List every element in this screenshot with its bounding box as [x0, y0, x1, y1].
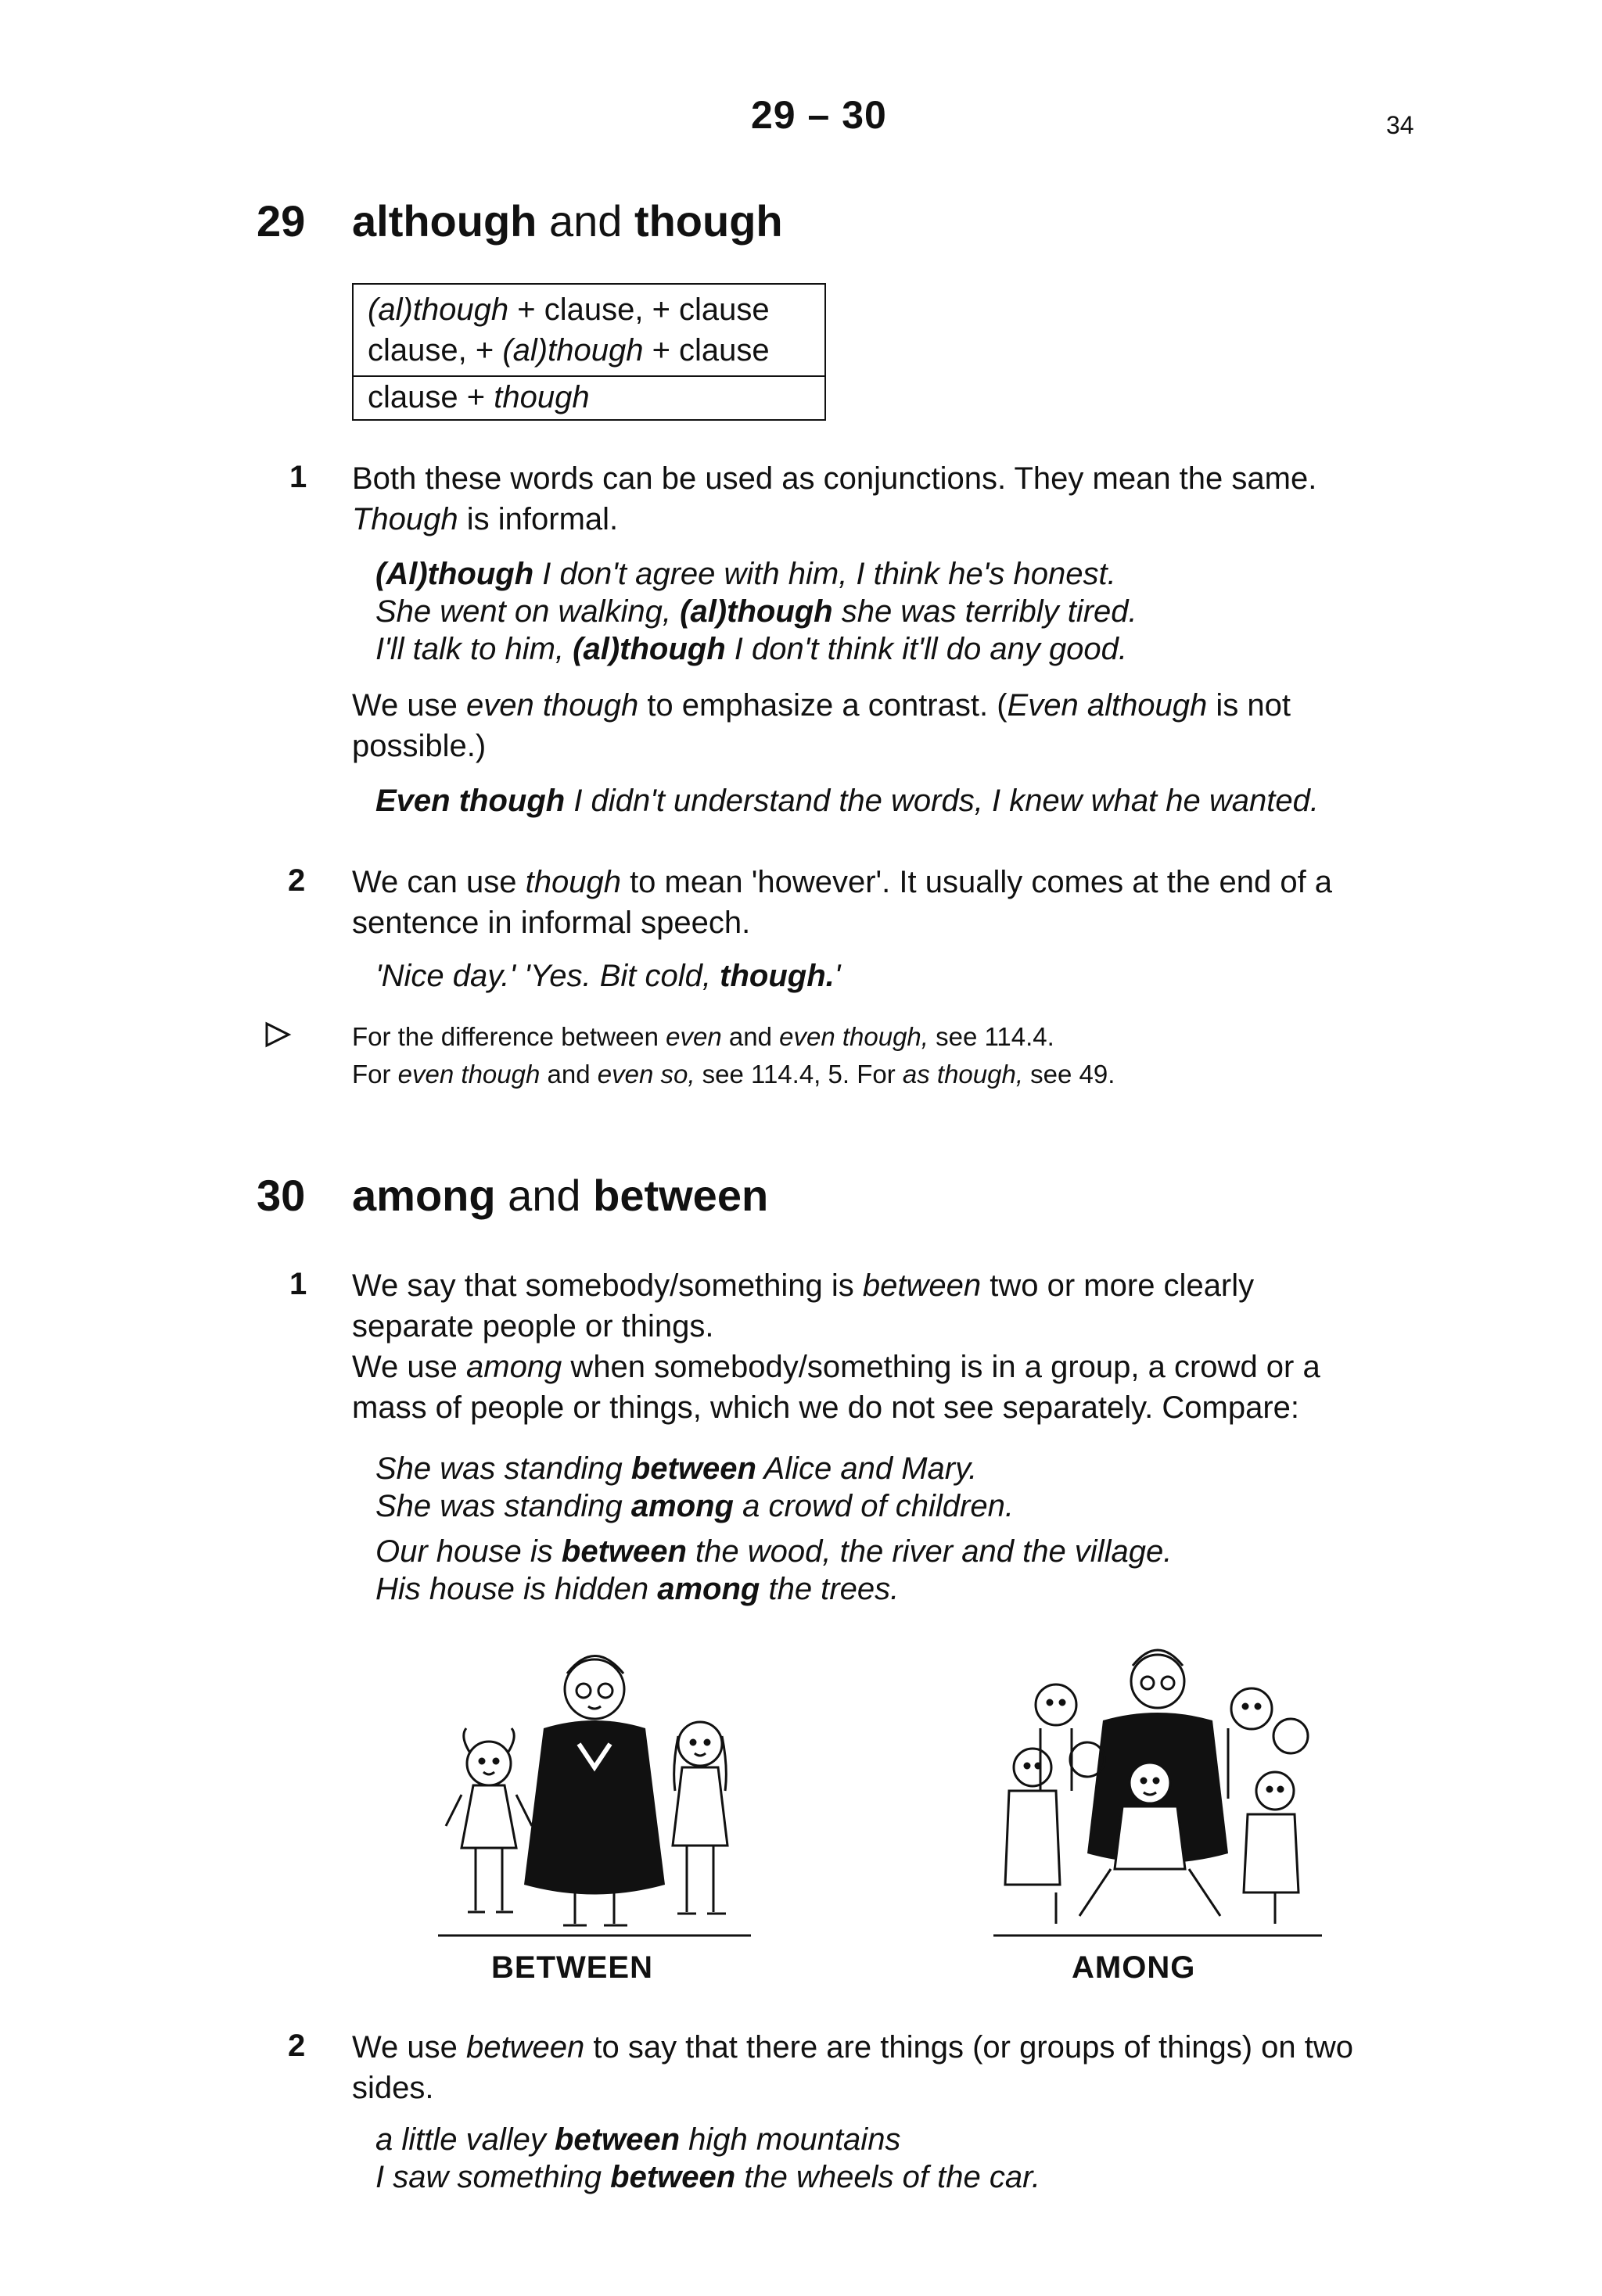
cross-reference-list [352, 1018, 1115, 1093]
example-list [375, 2121, 1040, 2196]
cross-reference: For even though and even so, see 114.4, 5. For as though, see 49. [352, 1060, 1115, 1089]
page-range: 29 – 30 [751, 93, 887, 137]
example-sentence: She was standing among a crowd of children. [375, 1489, 1014, 1523]
page-number: 34 [1386, 111, 1414, 139]
example-sentence: I saw something between the wheels of the car. [375, 2160, 1041, 2194]
cross-reference-arrow-icon [264, 1021, 292, 1049]
example-sentence: Even though I didn't understand the words, I knew what he wanted. [375, 784, 1319, 818]
section-29-title: although and though [352, 196, 783, 246]
paragraph-text: We say that somebody/something is between two or more clearly separate people or things. We use among when somebody/something is in a group, a crowd or a mass of people or things, which we do not see separately. Compare: [352, 1268, 1320, 1425]
paragraph-number: 2 [288, 863, 306, 898]
paragraph-text: We use between to say that there are things (or groups of things) on two sides. [352, 2030, 1353, 2105]
paragraph-text: We use even though to emphasize a contrast. (Even although is not possible.) [352, 688, 1291, 763]
section-30-number: 30 [257, 1171, 306, 1220]
example-sentence: (Al)though I don't agree with him, I think he's honest. [375, 557, 1116, 591]
example-sentence: His house is hidden among the trees. [375, 1572, 900, 1606]
between-caption: BETWEEN [491, 1950, 653, 1985]
example-sentence: 'Nice day.' 'Yes. Bit cold, though.' [375, 959, 841, 993]
paragraph-text: We can use though to mean 'however'. It usually comes at the end of a sentence in informal speech. [352, 865, 1333, 940]
example-sentence: Our house is between the wood, the river and the village. [375, 1534, 1173, 1569]
section-29-number: 29 [257, 196, 306, 246]
between-illustration [438, 1634, 751, 1947]
example-sentence: She was standing between Alice and Mary. [375, 1451, 978, 1486]
cross-reference: For the difference between even and even though, see 114.4. [352, 1022, 1054, 1051]
among-illustration [993, 1634, 1322, 1947]
paragraph-number: 1 [289, 1267, 307, 1301]
paragraph-number: 1 [289, 460, 307, 494]
structure-box [352, 283, 826, 421]
example-sentence: I'll talk to him, (al)though I don't think it'll do any good. [375, 632, 1128, 666]
paragraph-number: 2 [288, 2029, 306, 2063]
among-caption: AMONG [1072, 1950, 1196, 1985]
structure-row-2: clause, + (al)though + clause [368, 333, 770, 368]
example-list [375, 1450, 1172, 1608]
structure-row-3: clause + though [354, 375, 824, 418]
example-sentence: She went on walking, (al)though she was terribly tired. [375, 594, 1137, 629]
example-sentence: a little valley between high mountains [375, 2122, 901, 2157]
paragraph-text: Both these words can be used as conjunctions. They mean the same. Though is informal. [352, 461, 1317, 536]
example-list [375, 555, 1137, 668]
structure-row-1: (al)though + clause, + clause [368, 292, 770, 327]
section-30-title: among and between [352, 1171, 769, 1220]
